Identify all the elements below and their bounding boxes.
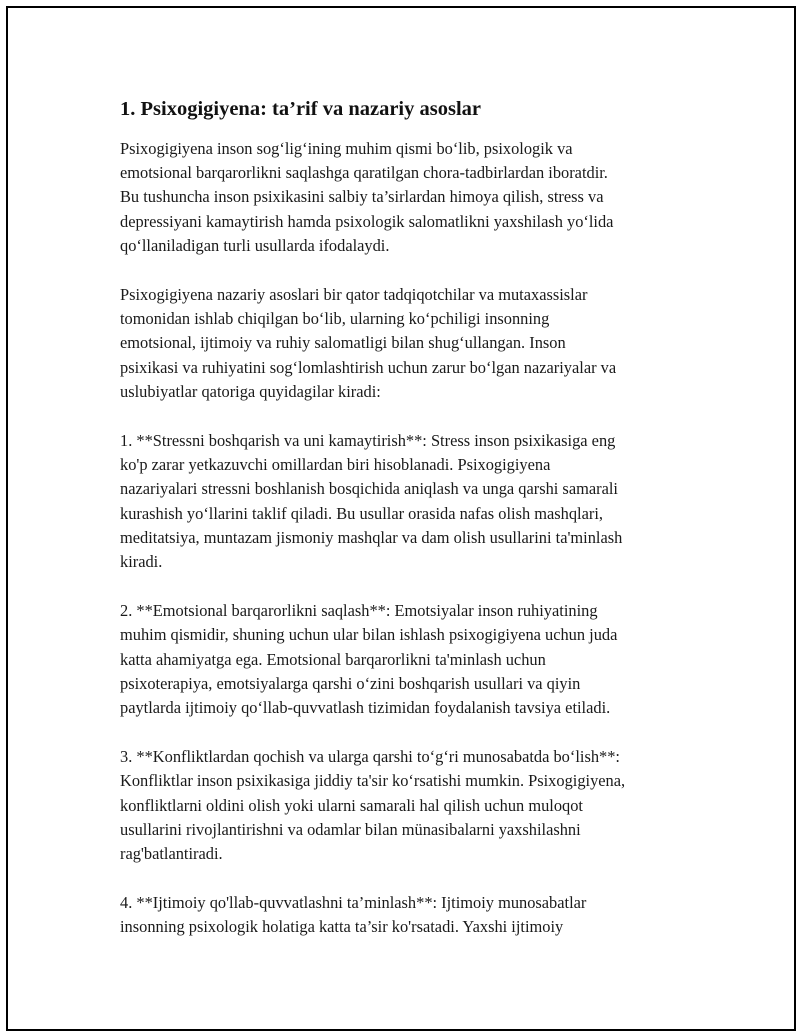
text-line: psixikasi va ruhiyatini sog‘lomlashtirish uchun zarur bo‘lgan nazariyalar va [120, 357, 617, 377]
text-line: 3. **Konfliktlardan qochish va ularga qarshi to‘g‘ri munosabatda bo‘lish**: [120, 747, 620, 767]
text-line: rag'batlantiradi. [120, 844, 223, 864]
text-line: 4. **Ijtimoiy qo'llab-quvvatlashni ta’minlash**: Ijtimoiy munosabatlar [120, 893, 587, 913]
paragraph-list [120, 137, 710, 940]
text-line: meditatsiya, muntazam jismoniy mashqlar va dam olish usullarini ta'minlash [120, 527, 623, 547]
text-line: 1. **Stressni boshqarish va uni kamaytirish**: Stress inson psixikasiga eng [120, 431, 616, 451]
text-line: nazariyalari stressni boshlanish bosqichida aniqlash va unga qarshi samarali [120, 479, 618, 499]
text-line: Konfliktlar inson psixikasiga jiddiy ta'sir ko‘rsatishi mumkin. Psixogigiyena, [120, 771, 626, 791]
text-line: insonning psixologik holatiga katta ta’sir ko'rsatadi. Yaxshi ijtimoiy [120, 917, 564, 937]
text-line: depressiyani kamaytirish hamda psixologik salomatlikni yaxshilash yo‘lida [120, 211, 614, 231]
text-line: kiradi. [120, 552, 163, 572]
text-line: muhim qismidir, shuning uchun ular bilan ishlash psixogigiyena uchun juda [120, 625, 618, 645]
text-line: emotsional barqarorlikni saqlashga qaratilgan chora-tadbirlardan iboratdir. [120, 163, 608, 183]
text-line: kurashish yo‘llarini taklif qiladi. Bu usullar orasida nafas olish mashqlari, [120, 503, 603, 523]
text-line: paytlarda ijtimoiy qo‘llab-quvvatlash tizimidan foydalanish tavsiya etiladi. [120, 698, 611, 718]
paragraph [120, 745, 710, 866]
page-frame [6, 6, 796, 1031]
paragraph [120, 283, 710, 404]
paragraph [120, 599, 710, 720]
section-heading: 1. Psixogigiyena: ta’rif va nazariy asoslar [120, 98, 481, 120]
text-line: qo‘llaniladigan turli usullarda ifodalaydi. [120, 235, 390, 255]
text-line: ko'p zarar yetkazuvchi omillardan biri hisoblanadi. Psixogigiyena [120, 455, 551, 475]
text-line: Psixogigiyena inson sog‘lig‘ining muhim qismi bo‘lib, psixologik va [120, 139, 573, 158]
text-line: tomonidan ishlab chiqilgan bo‘lib, ularning ko‘pchiligi insonning [120, 309, 550, 329]
text-line: emotsional, ijtimoiy va ruhiy salomatligi bilan shug‘ullangan. Inson [120, 333, 566, 353]
paragraph [120, 891, 710, 939]
paragraph [120, 137, 710, 258]
text-line: uslubiyatlar qatoriga quyidagilar kiradi: [120, 381, 381, 401]
text-line: katta ahamiyatga ega. Emotsional barqarorlikni ta'minlash uchun [120, 649, 546, 669]
document-body [120, 96, 710, 965]
text-line: 2. **Emotsional barqarorlikni saqlash**: Emotsiyalar inson ruhiyatining [120, 601, 598, 621]
text-line: psixoterapiya, emotsiyalarga qarshi o‘zini boshqarish usullari va qiyin [120, 673, 581, 693]
text-line: konfliktlarni oldini olish yoki ularni samarali hal qilish uchun muloqot [120, 795, 583, 815]
text-line: Bu tushuncha inson psixikasini salbiy ta’sirlardan himoya qilish, stress va [120, 187, 604, 207]
paragraph [120, 429, 710, 574]
text-line: Psixogigiyena nazariy asoslari bir qator tadqiqotchilar va mutaxassislar [120, 285, 588, 305]
text-line: usullarini rivojlantirishni va odamlar bilan münasibalarni yaxshilashni [120, 819, 581, 839]
